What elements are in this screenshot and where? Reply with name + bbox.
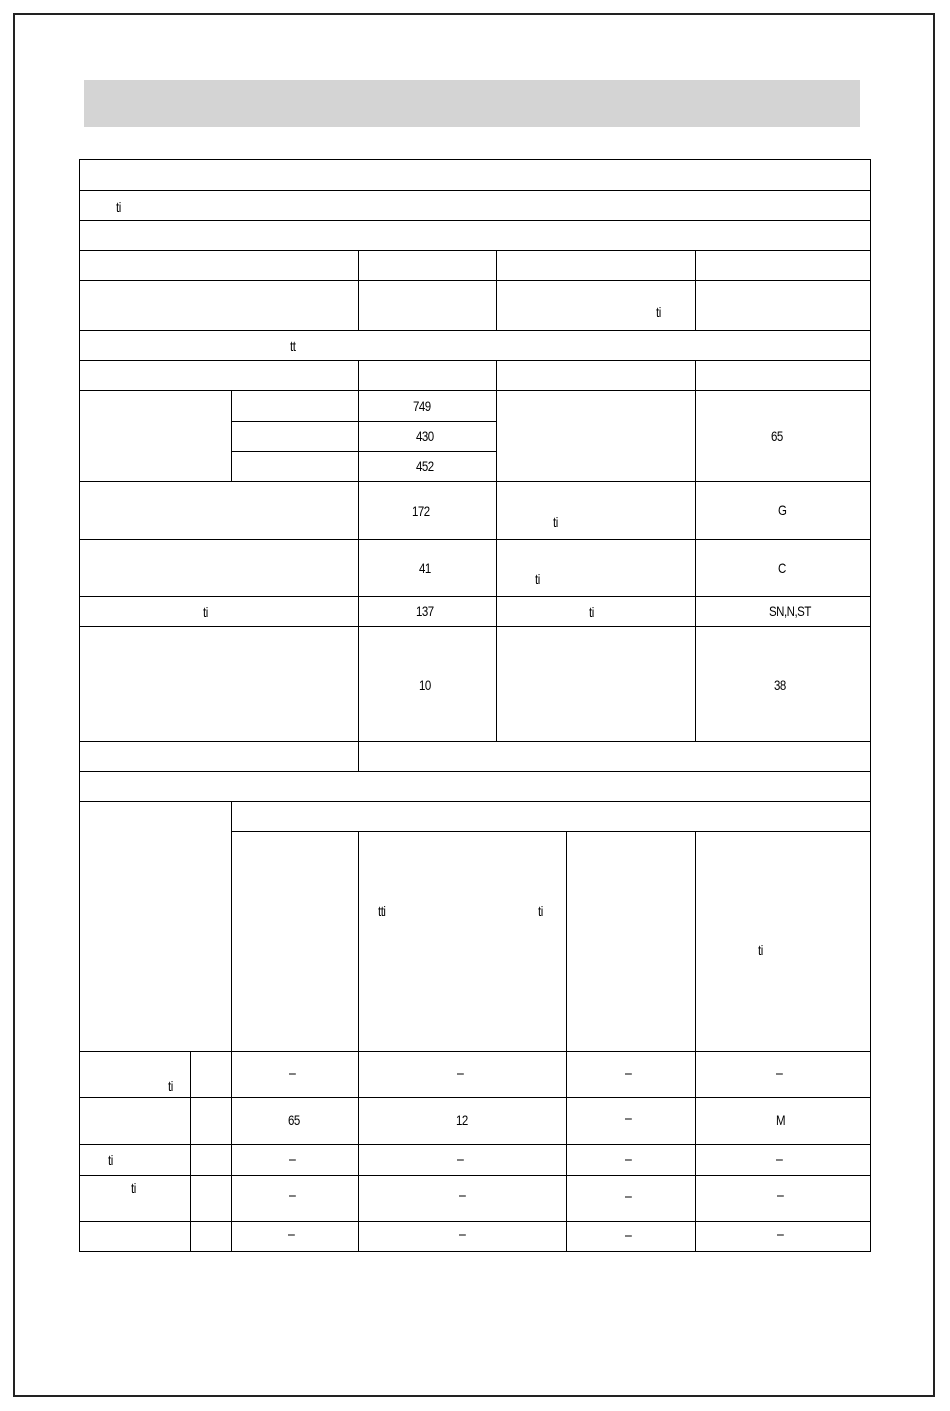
table-row bbox=[79, 1221, 191, 1252]
table-row-title bbox=[79, 159, 871, 191]
cell-value: – bbox=[625, 1188, 632, 1205]
dim-value-1: 749 bbox=[413, 398, 431, 414]
table-cell bbox=[496, 626, 696, 742]
table-row-3 bbox=[79, 220, 871, 251]
table-cell bbox=[695, 390, 871, 482]
table-cell bbox=[358, 280, 497, 331]
table-cell bbox=[496, 481, 696, 540]
table-cell bbox=[231, 1221, 359, 1252]
row6-text: tt bbox=[290, 338, 296, 354]
table-row bbox=[79, 1097, 191, 1145]
cell-value: – bbox=[625, 1151, 632, 1168]
cell-value: – bbox=[289, 1187, 296, 1204]
dim-value-3: 452 bbox=[416, 458, 434, 474]
row2-text: ti bbox=[116, 199, 121, 215]
table-cell bbox=[190, 1144, 232, 1176]
table-cell bbox=[79, 280, 359, 331]
cell-value: – bbox=[776, 1151, 783, 1168]
header-bar bbox=[84, 80, 860, 127]
table-cell bbox=[496, 596, 696, 627]
table-row-2 bbox=[79, 190, 871, 221]
table-cell bbox=[496, 280, 696, 331]
sub-header-col2-b: ti bbox=[538, 903, 543, 919]
cell-value: – bbox=[777, 1187, 784, 1204]
table-cell bbox=[79, 596, 359, 627]
cell-value: – bbox=[289, 1065, 296, 1082]
cell-value: – bbox=[776, 1065, 783, 1082]
table-cell bbox=[695, 1144, 871, 1176]
table-cell bbox=[231, 831, 359, 1052]
cell-value: – bbox=[625, 1065, 632, 1082]
table-cell bbox=[231, 451, 359, 482]
row-d-right: 38 bbox=[774, 677, 786, 693]
cell-value: – bbox=[288, 1226, 295, 1243]
table-cell bbox=[496, 539, 696, 597]
table-cell bbox=[79, 390, 232, 482]
table-cell bbox=[695, 831, 871, 1052]
table-row-6 bbox=[79, 330, 871, 361]
table-cell bbox=[695, 280, 871, 331]
cell-value: – bbox=[777, 1226, 784, 1243]
cell-value: M bbox=[776, 1112, 786, 1128]
row-label: ti bbox=[108, 1152, 113, 1168]
table-cell bbox=[231, 421, 359, 452]
row-a-value: 172 bbox=[412, 503, 430, 519]
table-cell bbox=[79, 801, 232, 1052]
table-cell bbox=[190, 1221, 232, 1252]
cell-value: 65 bbox=[288, 1112, 300, 1128]
table-cell bbox=[79, 539, 359, 597]
table-cell bbox=[496, 250, 696, 281]
table-cell bbox=[79, 626, 359, 742]
table-cell bbox=[695, 1051, 871, 1098]
cell-value: – bbox=[457, 1065, 464, 1082]
table-cell bbox=[358, 250, 497, 281]
sub-header-col4: ti bbox=[758, 942, 763, 958]
row-d-value: 10 bbox=[419, 677, 431, 693]
table-cell bbox=[190, 1175, 232, 1222]
row-a-grade: G bbox=[778, 502, 787, 518]
dim-value-2: 430 bbox=[416, 428, 434, 444]
table-row bbox=[79, 1051, 191, 1098]
table-cell bbox=[695, 250, 871, 281]
cell-value: – bbox=[459, 1226, 466, 1243]
table-cell bbox=[79, 360, 359, 391]
table-cell bbox=[358, 360, 497, 391]
sub-header-col2-a: tti bbox=[378, 903, 386, 919]
table-cell bbox=[496, 360, 696, 391]
table-cell bbox=[79, 250, 359, 281]
row-c-left-label: ti bbox=[203, 604, 208, 620]
row-label: ti bbox=[168, 1078, 173, 1094]
row-c-value: 137 bbox=[416, 603, 434, 619]
table-cell bbox=[496, 390, 696, 482]
row-b-grade: C bbox=[778, 560, 786, 576]
row-c-mid-label: ti bbox=[589, 604, 594, 620]
cell-value: – bbox=[625, 1227, 632, 1244]
table-row-section bbox=[79, 771, 871, 802]
row5-mid-text: ti bbox=[656, 304, 661, 320]
row-b-value: 41 bbox=[419, 560, 431, 576]
table-cell bbox=[358, 831, 567, 1052]
table-cell bbox=[190, 1051, 232, 1098]
row-c-right: SN,N,ST bbox=[769, 603, 811, 619]
cell-value: – bbox=[457, 1151, 464, 1168]
cell-value: 12 bbox=[456, 1112, 468, 1128]
cell-value: – bbox=[459, 1187, 466, 1204]
row-a-label: ti bbox=[553, 514, 558, 530]
table-cell bbox=[695, 360, 871, 391]
cell-value: – bbox=[289, 1151, 296, 1168]
table-cell bbox=[79, 741, 359, 772]
table-cell bbox=[231, 801, 871, 832]
row-label: ti bbox=[131, 1180, 136, 1196]
table-cell bbox=[190, 1097, 232, 1145]
table-row bbox=[79, 1144, 191, 1176]
table-cell bbox=[79, 481, 359, 540]
table-cell bbox=[566, 831, 696, 1052]
cell-value: – bbox=[625, 1110, 632, 1127]
table-cell bbox=[358, 741, 871, 772]
row-b-label: ti bbox=[535, 571, 540, 587]
dims-right-value: 65 bbox=[771, 428, 783, 444]
table-cell bbox=[231, 390, 359, 422]
